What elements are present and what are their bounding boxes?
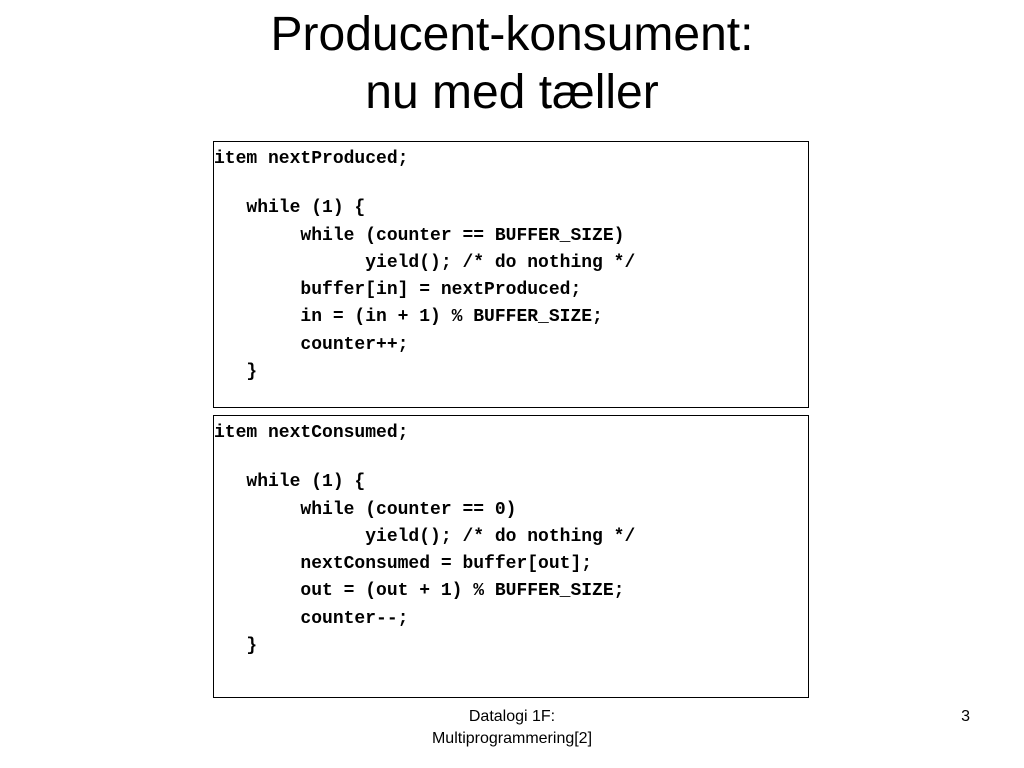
consumer-code-lines: [214, 416, 808, 660]
code-line: }: [214, 636, 258, 657]
code-line: yield(); /* do nothing */: [214, 252, 636, 273]
code-line: nextConsumed = buffer[out];: [214, 554, 593, 575]
slide-title-line-2: nu med tæller: [365, 66, 659, 119]
code-line: out = (out + 1) % BUFFER_SIZE;: [214, 581, 625, 602]
code-line: while (counter == BUFFER_SIZE): [214, 225, 625, 246]
code-line: item nextProduced;: [214, 149, 409, 169]
code-line: item nextConsumed;: [214, 423, 409, 443]
code-line: counter++;: [214, 334, 409, 355]
slide-footer: [362, 706, 662, 750]
page-number: 3: [961, 708, 970, 725]
footer-line-2: Multiprogrammering[2]: [431, 730, 593, 747]
code-line-blank: [214, 447, 808, 469]
code-line: counter--;: [214, 608, 409, 629]
code-line: while (1) {: [214, 198, 366, 219]
code-line-blank: [214, 173, 808, 195]
footer-line-1: Datalogi 1F:: [468, 708, 556, 725]
code-line: while (1) {: [214, 472, 366, 493]
consumer-code-box: [213, 415, 809, 698]
slide-title: [0, 6, 1024, 122]
code-line: buffer[in] = nextProduced;: [214, 280, 582, 301]
code-line: }: [214, 362, 258, 383]
producer-code-box: [213, 141, 809, 408]
code-line: yield(); /* do nothing */: [214, 526, 636, 547]
producer-code-lines: [214, 142, 808, 386]
code-line: in = (in + 1) % BUFFER_SIZE;: [214, 307, 603, 328]
code-line: while (counter == 0): [214, 499, 517, 520]
slide-title-line-1: Producent-konsument:: [270, 8, 754, 61]
